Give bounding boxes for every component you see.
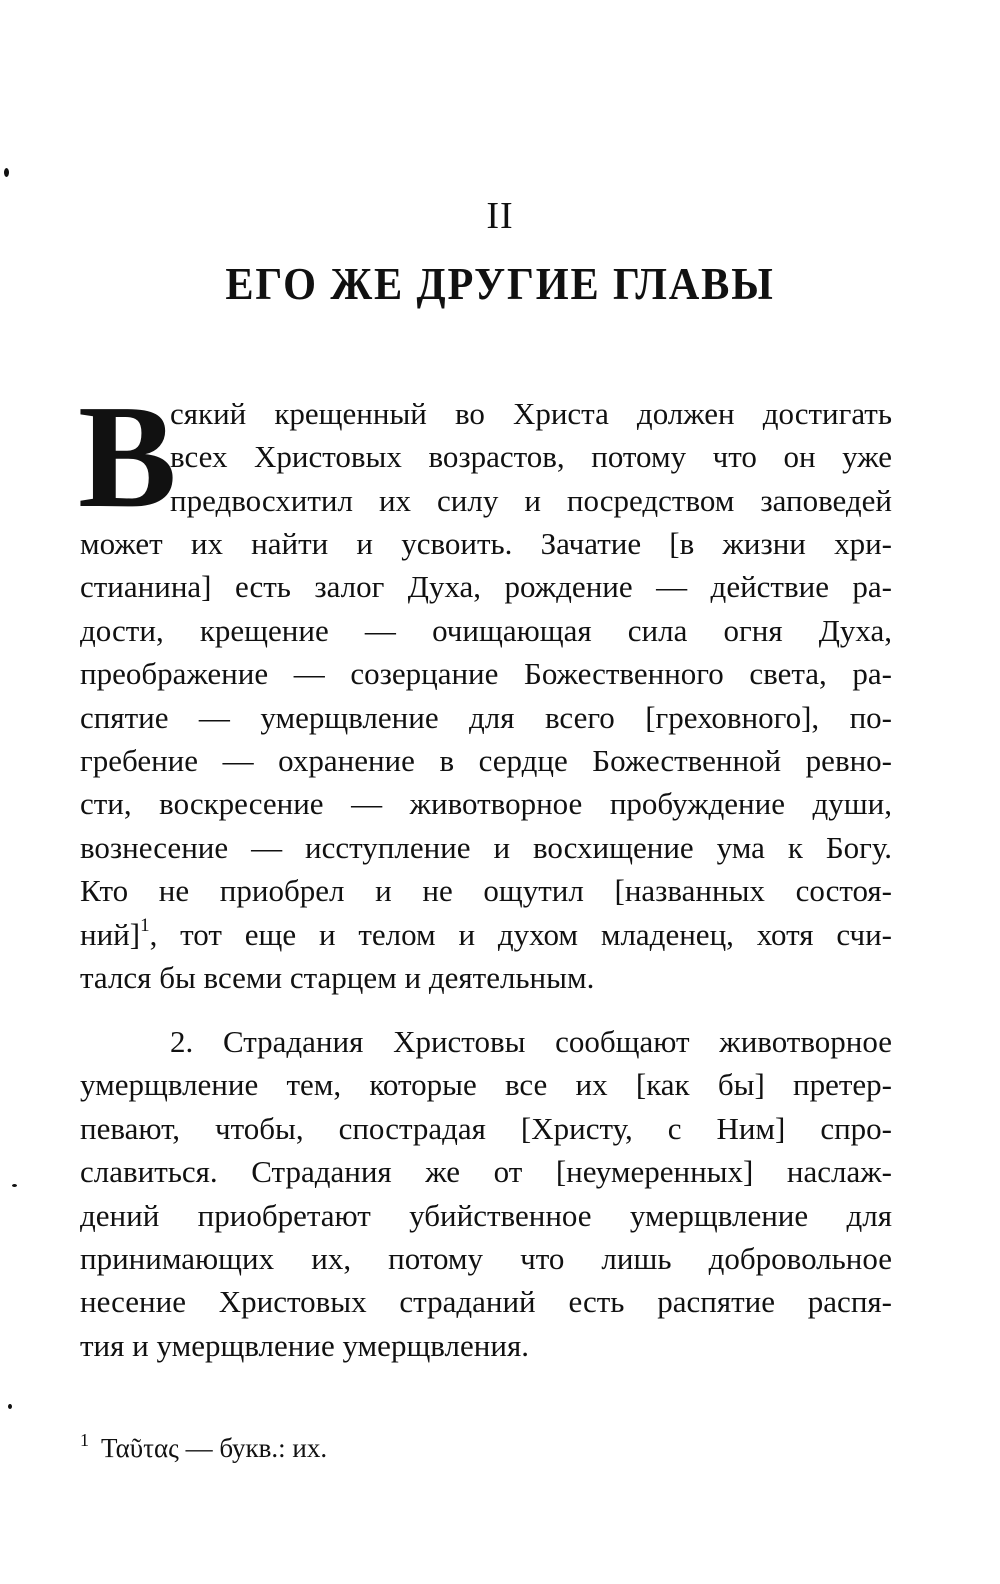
chapter-title: ЕГО ЖЕ ДРУГИЕ ГЛАВЫ xyxy=(225,258,775,309)
footnote-reference: 1 xyxy=(140,914,150,936)
text-line: спятие — умерщвление для всего [греховного], по- xyxy=(80,699,892,735)
footnote-mark: 1 xyxy=(80,1430,89,1450)
footnote-text: Ταῦτας — букв.: их. xyxy=(101,1433,328,1463)
text-line: Кто не приобрел и не ощутил [названных состоя- xyxy=(80,873,892,909)
text-line: предвосхитил их силу и посредством заповедей xyxy=(170,482,892,518)
text-line: сти, воскресение — животворное пробуждение души, xyxy=(80,786,892,822)
text-line: тия и умерщвление умерщвления. xyxy=(80,1327,529,1363)
text-fragment: , тот еще и телом и духом младенец, хотя счи- xyxy=(149,916,892,952)
text-line: может их найти и усвоить. Зачатие [в жизни хри- xyxy=(80,526,892,561)
chapter-number: II xyxy=(486,195,514,237)
text-line: преображение — созерцание Божественного света, ра- xyxy=(80,656,892,692)
text-line: славиться. Страдания же от [неумеренных] наслаж- xyxy=(80,1154,892,1190)
scan-speck xyxy=(4,168,9,177)
text-line: всех Христовых возрастов, потому что он уже xyxy=(170,439,892,475)
scan-speck xyxy=(8,1404,12,1409)
text-line: вознесение — исступление и восхищение ума к Богу. xyxy=(80,829,892,865)
text-line: стианина] есть залог Духа, рождение — действие ра- xyxy=(80,569,892,605)
paragraph-1-body xyxy=(80,522,892,999)
text-line: умерщвление тем, которые все их [как бы] претер- xyxy=(80,1067,892,1103)
footnote xyxy=(80,1422,900,1466)
text-line-with-footnote xyxy=(80,913,892,956)
text-line: принимающих их, потому что лишь добровольное xyxy=(80,1240,892,1276)
text-line: несение Христовых страданий есть распятие распя- xyxy=(80,1284,892,1320)
text-line: певают, чтобы, спострадая [Христу, с Ним] спро- xyxy=(80,1110,892,1146)
text-line: дости, крещение — очищающая сила огня Духа, xyxy=(80,612,892,648)
scan-speck xyxy=(12,1184,17,1187)
text-line: гребение — охранение в сердце Божественной ревно- xyxy=(80,742,892,778)
text-line: 2. Страдания Христовы сообщают животворное xyxy=(170,1024,892,1059)
text-line: тался бы всеми старцем и деятельным. xyxy=(80,959,595,995)
paragraph-2 xyxy=(80,1020,892,1367)
paragraph-1-head xyxy=(78,375,892,539)
text-line: дений приобретают убийственное умерщвление для xyxy=(80,1197,892,1233)
text-line: сякий крещенный во Христа должен достигать xyxy=(170,396,892,431)
drop-cap: В xyxy=(78,375,177,539)
text-fragment: ний] xyxy=(80,916,141,952)
